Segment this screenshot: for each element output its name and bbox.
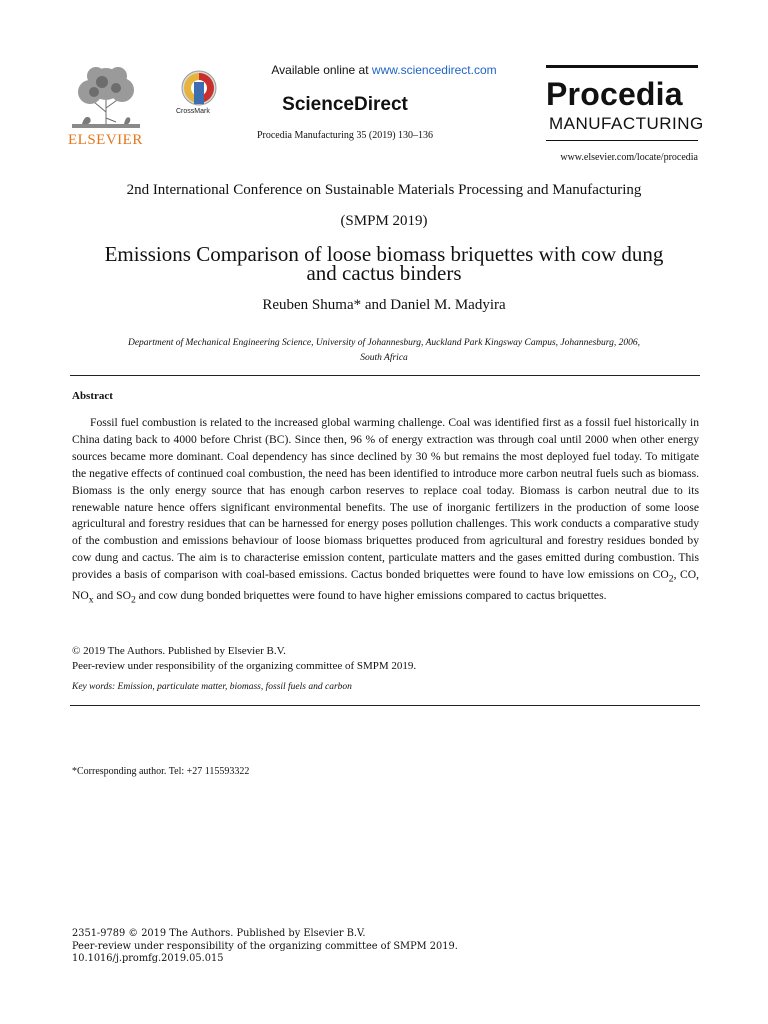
conference-name: 2nd International Conference on Sustainable Materials Processing and Manufacturing bbox=[126, 182, 642, 198]
procedia-top-rule bbox=[546, 65, 698, 68]
journal-title: Procedia bbox=[546, 76, 683, 112]
conference-abbr: (SMPM 2019) bbox=[340, 213, 428, 229]
title-line-2: and cactus binders bbox=[306, 261, 462, 285]
corresponding-author-note: *Corresponding author. Tel: +27 115593322 bbox=[72, 766, 250, 777]
authors: Reuben Shuma* and Daniel M. Madyira bbox=[262, 297, 506, 313]
journal-url[interactable]: www.elsevier.com/locate/procedia bbox=[560, 152, 698, 163]
title-line-1: Emissions Comparison of loose biomass briquettes with cow dung bbox=[104, 242, 664, 266]
affiliation-line-1: Department of Mechanical Engineering Science, University of Johannesburg, Auckland Park Kingsway Campus, Johannesburg, 2006, bbox=[127, 338, 641, 348]
page-footer bbox=[72, 928, 458, 966]
peer-review-line: Peer-review under responsibility of the organizing committee of SMPM 2019. bbox=[72, 660, 417, 672]
footer-issn-line: 2351-9789 © 2019 The Authors. Published by Elsevier B.V. bbox=[72, 928, 366, 939]
publisher-logo-text: ELSEVIER bbox=[68, 132, 143, 148]
subscript-nox: x bbox=[88, 594, 94, 606]
affiliation-line-2: South Africa bbox=[360, 353, 408, 363]
keywords: Key words: Emission, particulate matter, biomass, fossil fuels and carbon bbox=[72, 682, 352, 692]
divider-top bbox=[70, 375, 700, 376]
abstract-text-3: and SO bbox=[93, 589, 131, 603]
crossmark-label: CrossMark bbox=[176, 108, 210, 115]
footer-doi[interactable]: 10.1016/j.promfg.2019.05.015 bbox=[72, 953, 224, 964]
abstract-text-1: Fossil fuel combustion is related to the increased global warming challenge. Coal was identified first as a fossil fuel historically in China dating back to 4000 before Christ (BC). Since then, 96 % of energy extraction was through coal until 2000 when other energy sources became more dominant. Coal dependency has since declined by 30 % but remains the most deployed fuel today. To mitigate the negative effects of continued coal combustion, the need has been identified to introduce more carbon neutral fuels such as biomass. Biomass is the only energy source that has enough carbon reserves to replace coal today. Biomass is carbon neutral due to its renewable nature hence offers significant environmental benefits. The use of inorganic fertilizers in the production of some loose agricultural and forestry residues that can be harnessed for energy poses pollution challenges. This work conducts a comparative study of the combustion and emissions behaviour of loose biomass briquettes produced from agricultural and forestry residues bonded by cow dung and cactus. The aim is to characterise emission content, particulate matters and the gases emitted during combustion. This provides a basis of comparison with coal-based emissions. Cactus bonded briquettes were found to have low emissions on CO bbox=[72, 416, 699, 582]
abstract-text-4: and cow dung bonded briquettes were found to have higher emissions compared to cactus briquettes. bbox=[135, 589, 607, 603]
journal-reference: Procedia Manufacturing 35 (2019) 130–136 bbox=[256, 130, 434, 141]
footer-peer-review-line: Peer-review under responsibility of the organizing committee of SMPM 2019. bbox=[72, 940, 458, 952]
subscript-co2: 2 bbox=[668, 573, 674, 585]
abstract-heading: Abstract bbox=[72, 390, 113, 402]
paper-title bbox=[70, 242, 698, 285]
affiliation bbox=[80, 336, 688, 366]
divider-bottom bbox=[70, 705, 700, 706]
copyright-line: © 2019 The Authors. Published by Elsevier B.V. bbox=[72, 645, 286, 657]
abstract-text-2: , CO, NO bbox=[72, 568, 699, 603]
procedia-bottom-rule bbox=[546, 140, 698, 141]
sciencedirect-link[interactable]: www.sciencedirect.com bbox=[371, 63, 497, 77]
platform-name: ScienceDirect bbox=[282, 94, 408, 115]
journal-subtitle: MANUFACTURING bbox=[549, 114, 704, 133]
subscript-so2: 2 bbox=[130, 594, 136, 606]
abstract-body bbox=[72, 415, 699, 610]
available-prefix: Available online at bbox=[271, 63, 372, 77]
